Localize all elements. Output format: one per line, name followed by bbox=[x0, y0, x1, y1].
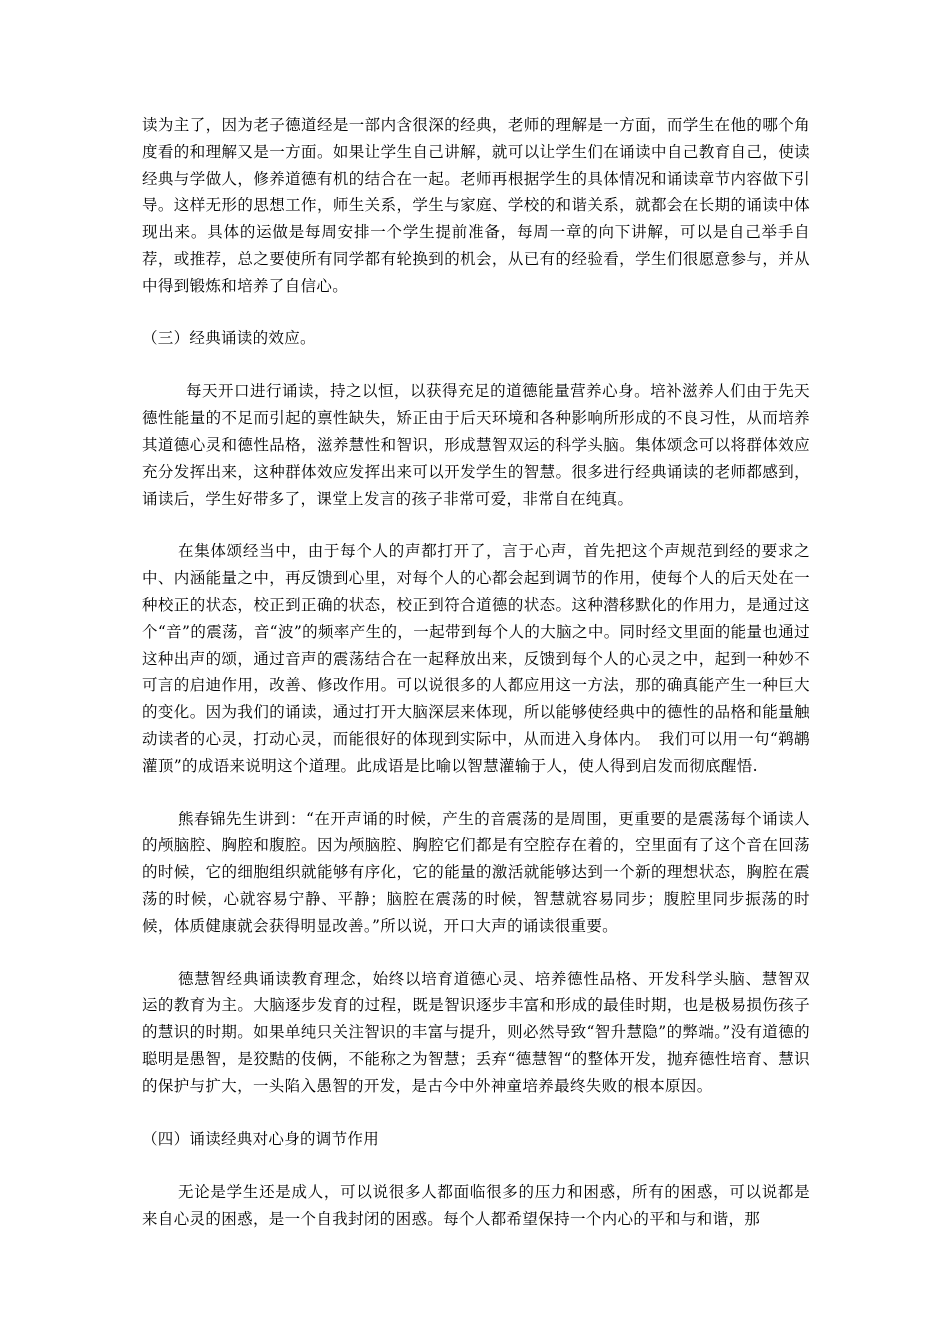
paragraph-education-concept: 德慧智经典诵读教育理念，始终以培育道德心灵、培养德性品格、开发科学头脑、慧智双运的教育为主。大脑逐步发育的过程，既是智识逐步丰富和形成的最佳时期，也是极易损伤孩子的慧识的时期。如果单纯只关注智识的丰富与提升，则必然导致“智升慧隐”的弊端。”没有道德的聪明是愚智，是狡黠的伎俩，不能称之为智慧；丢弃“德慧智“的整体开发，抛弃德性培育、慧识的保护与扩大，一头陷入愚智的开发，是古今中外神童培养最终失败的根本原因。 bbox=[142, 969, 810, 1095]
paragraph-xiong-quote: 熊春锦先生讲到：“在开声诵的时候，产生的音震荡的是周围，更重要的是震荡每个诵读人的颅脑腔、胸腔和腹腔。因为颅脑腔、胸腔它们都是有空腔存在着的，空里面有了这个音在回荡的时候，它的细胞组织就能够有序化，它的能量的激活就能够达到一个新的理想状态，胸腔在震荡的时候，心就容易宁静、平静；脑腔在震荡的时候，智慧就容易同步；腹腔里同步振荡的时候，体质健康就会获得明显改善。”所以说，开口大声的诵读很重要。 bbox=[142, 809, 810, 935]
paragraph-reading-method: 读为主了，因为老子德道经是一部内含很深的经典，老师的理解是一方面，而学生在他的哪个角度看的和理解又是一方面。如果让学生自己讲解，就可以让学生们在诵读中自己教育自己，使读经典与学做人，修养道德有机的结合在一起。老师再根据学生的具体情况和诵读章节内容做下引导。这样无形的思想工作，师生关系，学生与家庭、学校的和谐关系，就都会在长期的诵读中体现出来。具体的运做是每周安排一个学生提前准备，每周一章的向下讲解，可以是自己举手自荐，或推荐，总之要使所有同学都有轮换到的机会，从已有的经验看，学生们很愿意参与，并从中得到锻炼和培养了自信心。 bbox=[142, 116, 810, 295]
paragraph-group-chanting: 在集体颂经当中，由于每个人的声都打开了，言于心声，首先把这个声规范到经的要求之中、内涵能量之中，再反馈到心里，对每个人的心都会起到调节的作用，使每个人的后天处在一种校正的状态，校正到正确的状态，校正到符合道德的状态。这种潜移默化的作用力，是通过这个“音”的震荡，音“波”的频率产生的，一起带到每个人的大脑之中。同时经文里面的能量也通过这种出声的颂，通过音声的震荡结合在一起释放出来，反馈到每个人的心灵之中，起到一种妙不可言的启迪作用，改善、修改作用。可以说很多的人都应用这一方法，那的确真能产生一种巨大的变化。因为我们的诵读，通过打开大脑深层来体现，所以能够使经典中的德性的品格和能量触动读者的心灵，打动心灵，而能很好的体现到实际中，从而进入身体内。 我们可以用一句“鹈鹕灌顶”的成语来说明这个道理。此成语是比喻以智慧灌输于人，使人得到启发而彻底醒悟. bbox=[142, 542, 810, 775]
section-heading-three: （三）经典诵读的效应。 bbox=[142, 328, 316, 347]
paragraph-mind-body: 无论是学生还是成人，可以说很多人都面临很多的压力和困惑，所有的困惑，可以说都是来自心灵的困惑，是一个自我封闭的困惑。每个人都希望保持一个内心的平和与和谐，那 bbox=[142, 1183, 810, 1229]
paragraph-daily-reading: 每天开口进行诵读，持之以恒，以获得充足的道德能量营养心身。培补滋养人们由于先天德性能量的不足而引起的禀性缺失，矫正由于后天环境和各种影响所形成的不良习性，从而培养其道德心灵和德性品格，滋养慧性和智识，形成慧智双运的科学头脑。集体颂念可以将群体效应充分发挥出来，这种群体效应发挥出来可以开发学生的智慧。很多进行经典诵读的老师都感到，诵读后，学生好带多了，课堂上发言的孩子非常可爱，非常自在纯真。 bbox=[142, 382, 810, 508]
document-body bbox=[142, 112, 810, 1259]
section-heading-four: （四）诵读经典对心身的调节作用 bbox=[142, 1129, 380, 1148]
